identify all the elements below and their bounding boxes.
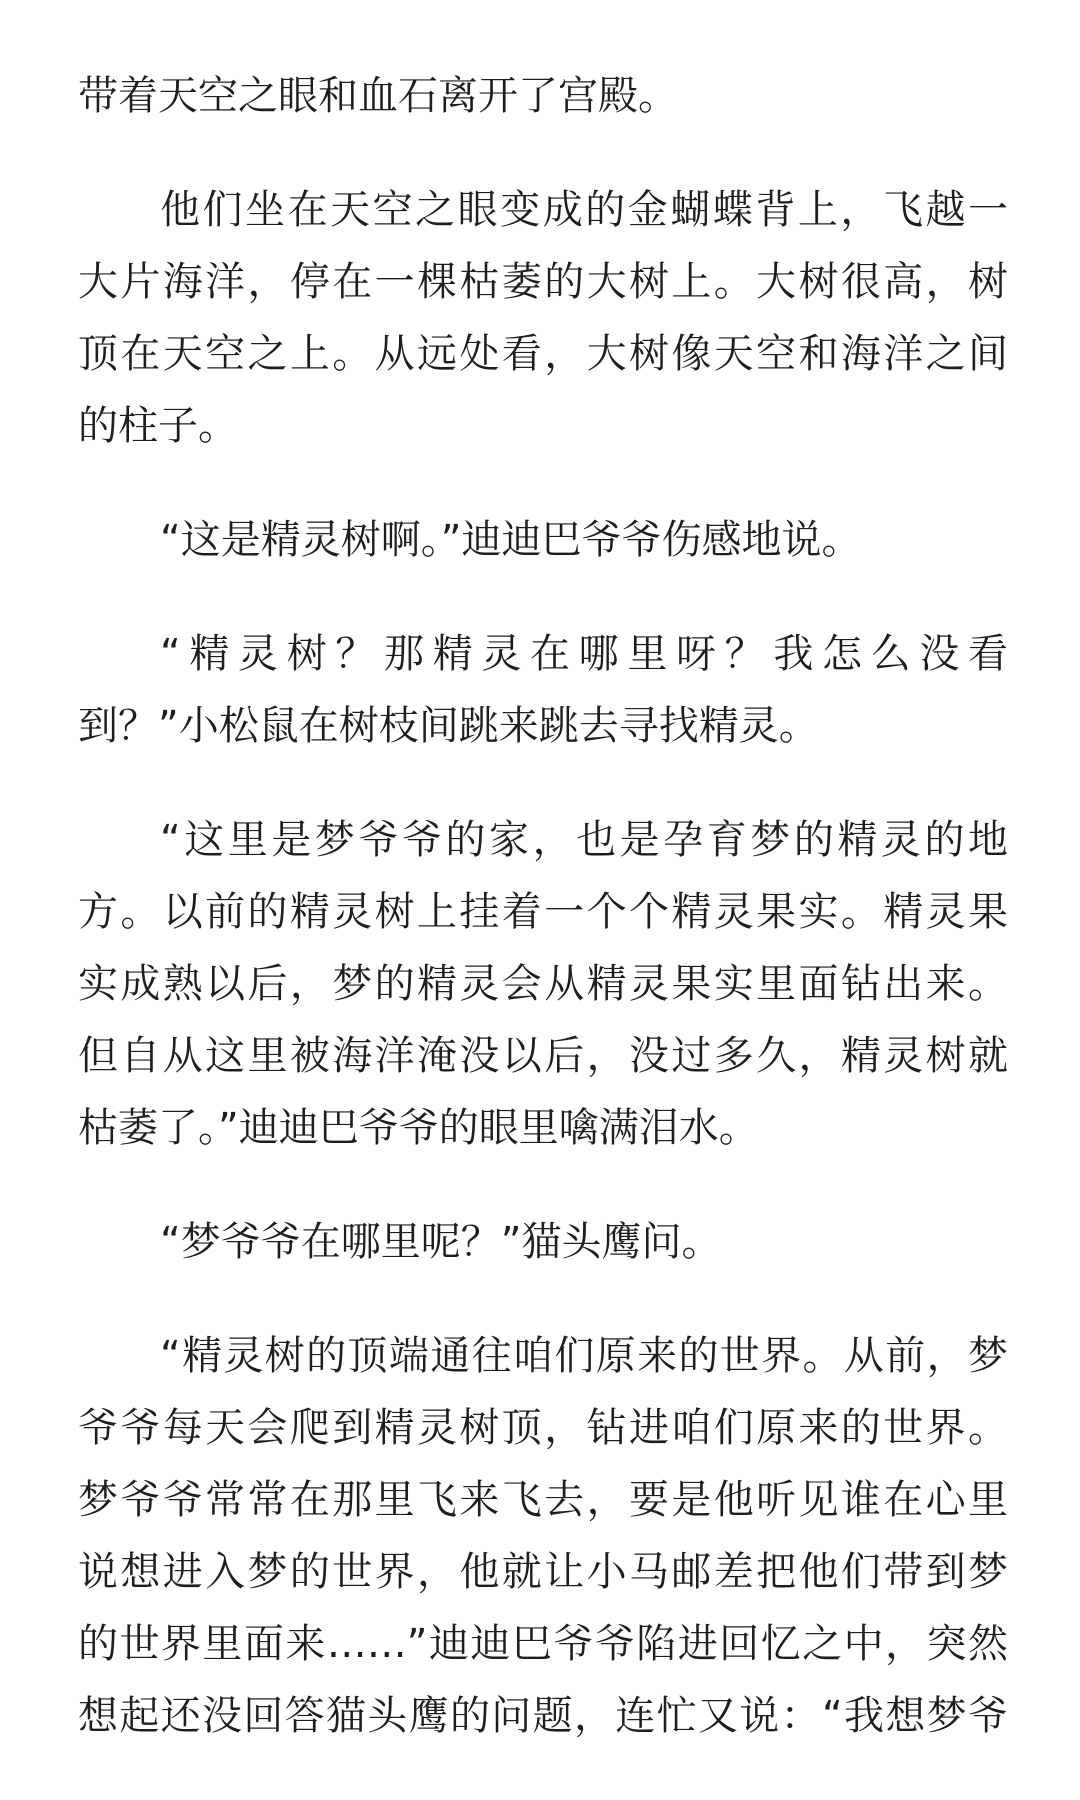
text-line: “精灵树的顶端通往咱们原来的世界。从前，梦 — [160, 1333, 1008, 1379]
text-line: 他们坐在天空之眼变成的金蝴蝶背上，飞越一 — [160, 187, 1008, 233]
text-line: 的世界里面来……”迪迪巴爷爷陷进回忆之中，突然 — [78, 1621, 1008, 1667]
text-line: 顶在天空之上。从远处看，大树像天空和海洋之间 — [78, 331, 1008, 377]
text-line: 但自从这里被海洋淹没以后，没过多久，精灵树就 — [78, 1033, 1008, 1079]
text-line: 爷爷每天会爬到精灵树顶，钻进咱们原来的世界。 — [78, 1405, 1008, 1451]
text-line: 大片海洋，停在一棵枯萎的大树上。大树很高，树 — [78, 259, 1008, 305]
text-line: 实成熟以后，梦的精灵会从精灵果实里面钻出来。 — [78, 961, 1008, 1007]
text-line: “梦爷爷在哪里呢？”猫头鹰问。 — [160, 1219, 722, 1265]
text-line: 想起还没回答猫头鹰的问题，连忙又说：“我想梦爷 — [78, 1693, 1008, 1739]
text-line: 枯萎了。”迪迪巴爷爷的眼里噙满泪水。 — [78, 1105, 759, 1151]
text-line: 梦爷爷常常在那里飞来飞去，要是他听见谁在心里 — [78, 1477, 1008, 1523]
text-line: 方。以前的精灵树上挂着一个个精灵果实。精灵果 — [78, 889, 1008, 935]
text-line: “这是精灵树啊。”迪迪巴爷爷伤感地说。 — [160, 517, 862, 563]
text-line: 的柱子。 — [78, 403, 238, 449]
text-line: 到？”小松鼠在树枝间跳来跳去寻找精灵。 — [78, 703, 819, 749]
text-line: “这里是梦爷爷的家，也是孕育梦的精灵的地 — [160, 817, 1008, 863]
text-line: 说想进入梦的世界，他就让小马邮差把他们带到梦 — [78, 1549, 1008, 1595]
text-line: “精灵树？那精灵在哪里呀？我怎么没看 — [160, 631, 1008, 677]
text-line: 带着天空之眼和血石离开了宫殿。 — [78, 73, 678, 119]
